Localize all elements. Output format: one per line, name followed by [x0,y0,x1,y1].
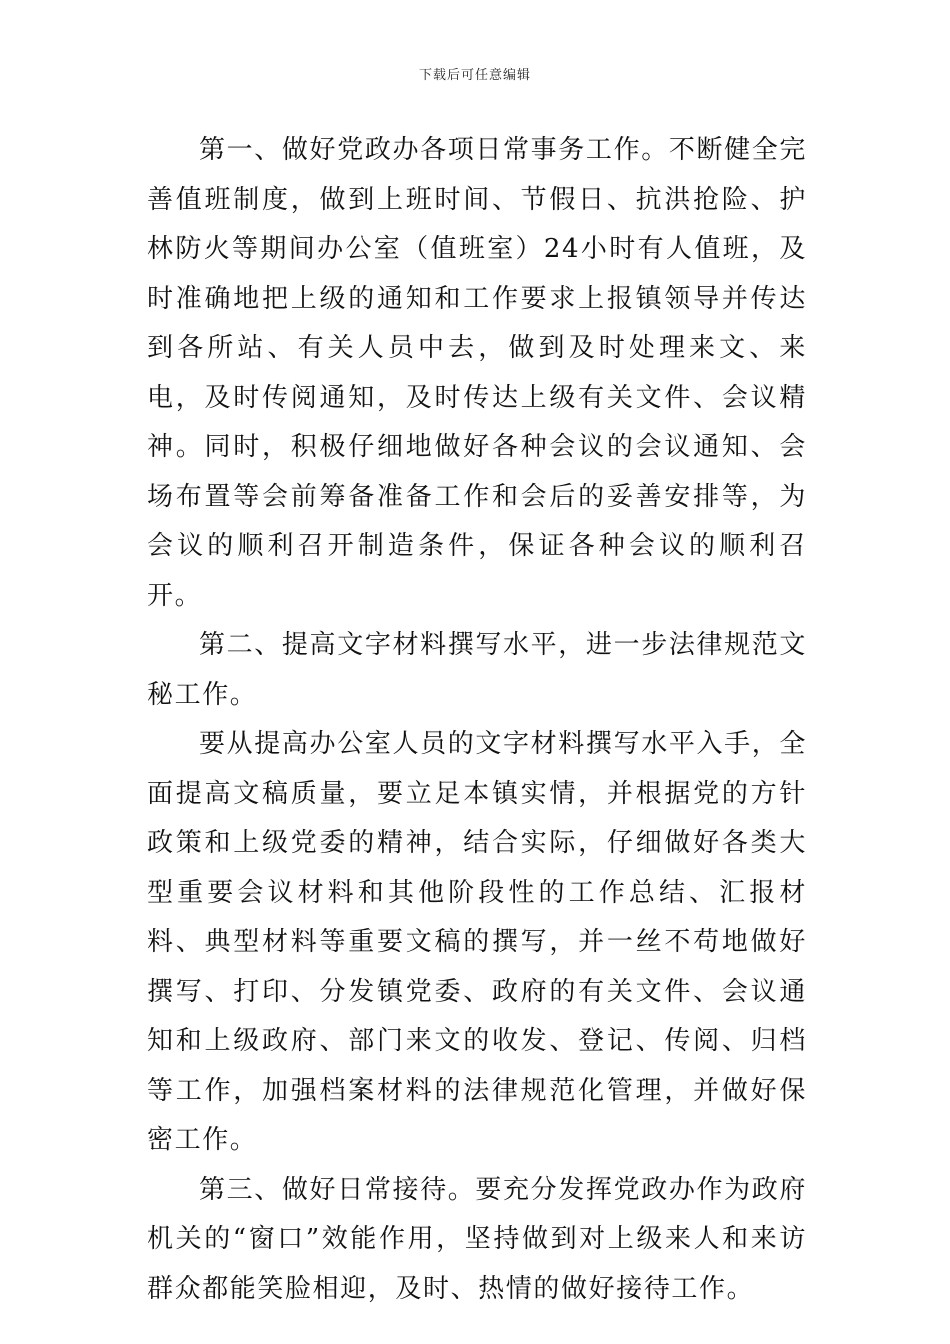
paragraph-second-task-detail: 要从提高办公室人员的文字材料撰写水平入手，全面提高文稿质量，要立足本镇实情，并根据党的方针政策和上级党委的精神，结合实际，仔细做好各类大型重要会议材料和其他阶段性的工作总结、汇报材料、典型材料等重要文稿的撰写，并一丝不苟地做好撰写、打印、分发镇党委、政府的有关文件、会议通知和上级政府、部门来文的收发、登记、传阅、归档等工作，加强档案材料的法律规范化管理，并做好保密工作。 [147,729,807,1155]
paragraph-second-task-heading: 第二、提高文字材料撰写水平，进一步法律规范文秘工作。 [147,630,807,710]
paragraph-first-task: 第一、做好党政办各项日常事务工作。不断健全完善值班制度，做到上班时间、节假日、抗洪抢险、护林防火等期间办公室（值班室）24小时有人值班，及时准确地把上级的通知和工作要求上报镇领导并传达到各所站、有关人员中去，做到及时处理来文、来电，及时传阅通知，及时传达上级有关文件、会议精神。同时，积极仔细地做好各种会议的会议通知、会场布置等会前筹备准备工作和会后的妥善安排等，为会议的顺利召开制造条件，保证各种会议的顺利召开。 [147,135,807,611]
paragraph-third-task: 第三、做好日常接待。要充分发挥党政办作为政府机关的“窗口”效能作用，坚持做到对上级来人和来访群众都能笑脸相迎，及时、热情的做好接待工作。 [147,1174,807,1304]
page-header-note: 下载后可任意编辑 [418,68,531,83]
document-body [147,126,807,1314]
